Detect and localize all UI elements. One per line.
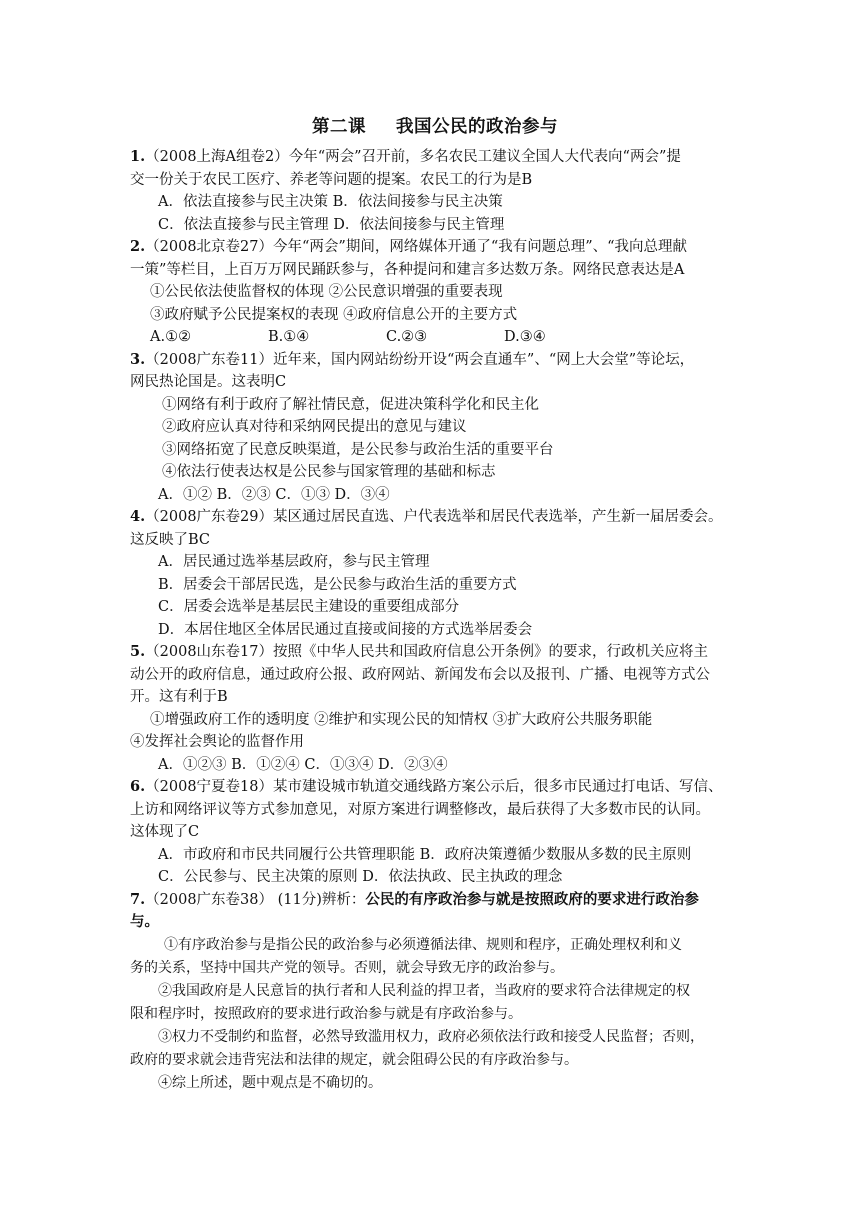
statements-1-2-3: ①增强政府工作的透明度 ②维护和实现公民的知情权 ③扩大政府公共服务职能: [150, 711, 653, 728]
option-b: B.①④: [268, 329, 310, 345]
option-a: A．居民通过选举基层政府，参与民主管理: [158, 554, 430, 570]
question-6: [130, 776, 740, 889]
analysis-point-3: ③权力不受制约和监督，必然导致滥用权力，政府必须依法行政和接受人民监督；否则，: [158, 1028, 704, 1045]
page-title: [130, 113, 740, 143]
question-stem-cont: 开。这有利于B: [130, 689, 228, 705]
lesson-number: 第二课: [312, 117, 366, 137]
question-stem-cont: 上访和网络评议等方式参加意见，对原方案进行调整修改，最后获得了大多数市民的认同。: [130, 801, 710, 818]
analysis-point-1: ①有序政治参与是指公民的政治参与必须遵循法律、规则和程序，正确处理权利和义: [164, 936, 682, 953]
question-number: 3.: [130, 350, 146, 368]
answer-options: A．①②③ B．①②④ C．①③④ D．②③④: [158, 756, 448, 773]
option-b: B．居委会干部居民选，是公民参与政治生活的重要方式: [158, 576, 517, 593]
analysis-point-2: ②我国政府是人民意旨的执行者和人民利益的捍卫者，当政府的要求符合法律规定的权: [158, 982, 690, 999]
question-number: 4.: [130, 508, 146, 525]
analysis-point-2-cont: 限和程序时，按照政府的要求进行政治参与就是有序政治参与。: [130, 1005, 522, 1022]
question-source: （2008广东卷38） (11分)辨析：: [145, 891, 366, 908]
lesson-title: 我国公民的政治参与: [396, 117, 558, 137]
option-c: C．居委会选举是基层民主建设的重要组成部分: [158, 599, 460, 615]
question-4: [130, 506, 740, 641]
question-stem: 2.（2008北京卷27）今年“两会”期间，网络媒体开通了“我有问题总理”、“我向总理献: [130, 238, 688, 255]
question-number: 2.: [130, 238, 146, 255]
question-3: [130, 349, 740, 507]
question-stem-cont: 这体现了C: [130, 824, 200, 840]
statement-1: ①网络有利于政府了解社情民意，促进决策科学化和民主化: [162, 396, 539, 413]
claim-statement: 公民的有序政治参与就是按照政府的要求进行政治参: [365, 890, 699, 908]
document-page: [130, 113, 740, 1095]
option-d: D.③④: [504, 329, 546, 345]
question-5: [130, 641, 740, 776]
analysis-point-3-cont: 政府的要求就会违背宪法和法律的规定，就会阻碍公民的有序政治参与。: [130, 1051, 578, 1068]
statement-4: ④依法行使表达权是公民参与国家管理的基础和标志: [162, 464, 496, 480]
option-c: C.②③: [386, 329, 428, 345]
options-cd: C．依法直接参与民主管理 D．依法间接参与民主管理: [158, 216, 505, 233]
question-1: [130, 146, 740, 236]
question-stem-cont: 一策”等栏目，上百万万网民踊跃参与，各种提问和建言多达数万条。网络民意表达是A: [130, 261, 685, 278]
statements-1-2: ①公民依法使监督权的体现 ②公民意识增强的重要表现: [150, 284, 503, 300]
options-ab: A．依法直接参与民主决策 B．依法间接参与民主决策: [158, 194, 503, 210]
question-stem: [130, 889, 740, 912]
question-stem: 3.（2008广东卷11）近年来，国内网站纷纷开设“两会直通车”、“网上大会堂”等论坛，: [130, 350, 695, 368]
statement-3: ③网络拓宽了民意反映渠道，是公民参与政治生活的重要平台: [162, 441, 554, 458]
question-2: [130, 236, 740, 349]
question-stem-cont: 动公开的政府信息，通过政府公报、政府网站、新闻发布会以及报刊、广播、电视等方式公: [130, 666, 710, 683]
options-ab: A．市政府和市民共同履行公共管理职能 B．政府决策遵循少数服从多数的民主原则: [158, 846, 692, 863]
statement-2: ②政府应认真对待和采纳网民提出的意见与建议: [162, 419, 467, 435]
question-stem: 1.（2008上海A组卷2）今年“两会”召开前，多名农民工建议全国人大代表向“两会”提: [130, 148, 681, 165]
question-stem: 6.（2008宁夏卷18）某市建设城市轨道交通线路方案公示后，很多市民通过打电话、写信、: [130, 778, 723, 795]
question-stem-cont: 网民热论国是。这表明C: [130, 374, 287, 390]
analysis-answer: [130, 934, 740, 1095]
question-stem: 5.（2008山东卷17）按照《中华人民共和国政府信息公开条例》的要求，行政机关应将主: [130, 643, 708, 660]
answer-options: A．①② B．②③ C．①③ D．③④: [158, 486, 390, 503]
statement-4: ④发挥社会舆论的监督作用: [130, 734, 304, 750]
answer-options: [130, 326, 740, 349]
question-number: 1.: [130, 148, 146, 165]
statements-3-4: ③政府赋予公民提案权的表现 ④政府信息公开的主要方式: [150, 306, 518, 323]
analysis-conclusion: ④综上所述，题中观点是不确切的。: [158, 1074, 382, 1091]
claim-statement-cont: 与。: [130, 913, 159, 930]
question-stem-cont: 这反映了BC: [130, 531, 211, 548]
analysis-point-1-cont: 务的关系，坚持中国共产党的领导。否则，就会导致无序的政治参与。: [130, 959, 564, 976]
question-number: 5.: [130, 643, 146, 660]
option-a: A.①②: [150, 329, 192, 345]
options-cd: C．公民参与、民主决策的原则 D．依法执政、民主执政的理念: [158, 869, 563, 885]
question-number: 6.: [130, 778, 146, 795]
option-d: D．本居住地区全体居民通过直接或间接的方式选举居委会: [158, 621, 533, 638]
question-number: 7.: [130, 890, 146, 908]
question-stem-cont: 交一份关于农民工医疗、养老等问题的提案。农民工的行为是B: [130, 171, 533, 188]
question-stem: 4.（2008广东卷29）某区通过居民直选、户代表选举和居民代表选举，产生新一届居委会。: [130, 508, 723, 525]
question-7: [130, 889, 740, 1095]
